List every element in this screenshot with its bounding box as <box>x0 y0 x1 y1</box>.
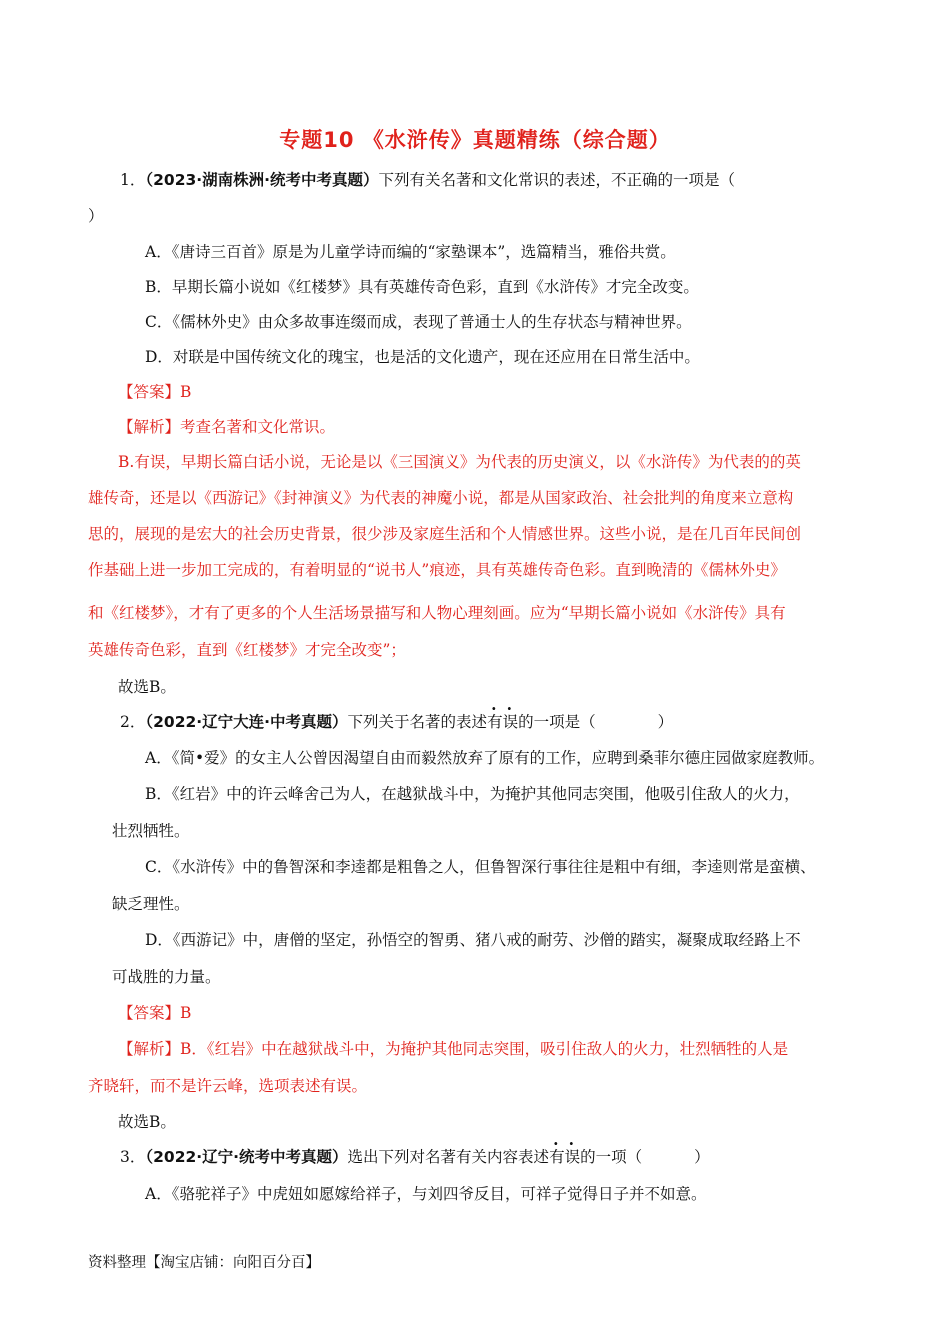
question-stem-end: ） <box>694 1148 710 1166</box>
emphasis-char: 误 <box>564 1148 581 1166</box>
question-stem-end: ） <box>657 713 674 731</box>
question-text: 下列关于名著的表述 <box>347 713 488 731</box>
answer-1 <box>118 381 191 403</box>
question-source: （2022·辽宁·统考中考真题） <box>145 1148 348 1166</box>
option-b-cont: 壮烈牺牲。 <box>112 822 190 840</box>
answer-value: B <box>180 383 192 401</box>
question-text-post: 的一项是（ <box>518 713 596 731</box>
emphasis-char: 有 <box>549 1148 565 1166</box>
option-a: A．《骆驼祥子》中虎妞如愿嫁给祥子，与刘四爷反目，可祥子觉得日子并不如意。 <box>145 1185 707 1203</box>
analysis-label: 【解析】 <box>118 1040 181 1058</box>
analysis-1 <box>118 416 335 438</box>
analysis-intro: 考查名著和文化常识。 <box>180 418 336 436</box>
question-number: 3． <box>120 1148 146 1166</box>
option-c: C．《儒林外史》由众多故事连缀而成，表现了普通士人的生存状态与精神世界。 <box>145 313 692 331</box>
answer-label: 【答案】 <box>118 383 181 401</box>
analysis-1-line: 作基础上进一步加工完成的，有着明显的“说书人”痕迹，具有英雄传奇色彩。直到晚清的《儒林外史》 <box>88 561 786 579</box>
option-d-cont: 可战胜的力量。 <box>112 968 221 986</box>
analysis-label: 【解析】 <box>118 418 181 436</box>
option-a: A．《唐诗三百首》原是为儿童学诗而编的“家塾课本”，选篇精当，雅俗共赏。 <box>145 243 676 261</box>
option-d: D．对联是中国传统文化的瑰宝，也是活的文化遗产，现在还应用在日常生活中。 <box>145 348 700 366</box>
question-2-stem <box>120 711 673 733</box>
question-text: 下列有关名著和文化常识的表述，不正确的一项是（ <box>378 171 736 189</box>
question-text: 选出下列对名著有关内容表述 <box>347 1148 550 1166</box>
option-b: B．《红岩》中的许云峰舍己为人，在越狱战斗中，为掩护其他同志突围，他吸引住敌人的火力， <box>145 785 800 803</box>
analysis-2 <box>118 1038 788 1060</box>
option-c-cont: 缺乏理性。 <box>112 895 190 913</box>
question-text-post: 的一项（ <box>580 1148 643 1166</box>
analysis-1-line: B.有误，早期长篇白话小说，无论是以《三国演义》为代表的历史演义，以《水浒传》为代表的的英 <box>118 453 801 471</box>
question-number: 2． <box>120 713 146 731</box>
emphasis-char: 有 <box>487 713 503 731</box>
question-source: （2022·辽宁大连·中考真题） <box>145 713 348 731</box>
answer-2 <box>118 1002 191 1024</box>
answer-value: B <box>180 1004 192 1022</box>
question-source: （2023·湖南株洲·统考中考真题） <box>145 171 379 189</box>
page-footer: 资料整理【淘宝店铺：向阳百分百】 <box>88 1255 320 1271</box>
analysis-1-line: 思的，展现的是宏大的社会历史背景，很少涉及家庭生活和个人情感世界。这些小说，是在几百年民间创 <box>88 525 802 543</box>
option-b: B．早期长篇小说如《红楼梦》具有英雄传奇色彩，直到《水浒传》才完全改变。 <box>145 278 699 296</box>
analysis-1-line: 雄传奇，还是以《西游记》《封神演义》为代表的神魔小说，都是从国家政治、社会批判的角度来立意构 <box>88 489 794 507</box>
option-d: D．《西游记》中，唐僧的坚定，孙悟空的智勇、猪八戒的耐劳、沙僧的踏实，凝聚成取经路上不 <box>145 931 801 949</box>
analysis-text: B．《红岩》中在越狱战斗中，为掩护其他同志突围，吸引住敌人的火力，壮烈牺牲的人是 <box>180 1040 789 1058</box>
answer-label: 【答案】 <box>118 1004 181 1022</box>
page-title: 专题10 《水浒传》真题精练（综合题） <box>279 128 671 152</box>
option-a: A．《简•爱》的女主人公曾因渴望自由而毅然放弃了原有的工作，应聘到桑菲尔德庄园做家庭教师。 <box>145 749 825 767</box>
option-c: C．《水浒传》中的鲁智深和李逵都是粗鲁之人，但鲁智深行事往往是粗中有细，李逵则常是蛮横、 <box>145 858 816 876</box>
analysis-1-line: 英雄传奇色彩，直到《红楼梦》才完全改变”； <box>88 641 406 659</box>
question-3-stem <box>120 1146 710 1168</box>
question-1-stem-end: ） <box>88 207 104 225</box>
conclusion-2: 故选B。 <box>118 1113 176 1131</box>
emphasis-char: 误 <box>502 713 519 731</box>
analysis-2-line: 齐晓轩，而不是许云峰，选项表述有误。 <box>88 1077 368 1095</box>
question-number: 1． <box>120 171 146 189</box>
question-1-stem <box>120 169 735 191</box>
conclusion-1: 故选B。 <box>118 678 176 696</box>
analysis-1-line: 和《红楼梦》，才有了更多的个人生活场景描写和人物心理刻画。应为“早期长篇小说如《水浒传》具有 <box>88 604 786 622</box>
